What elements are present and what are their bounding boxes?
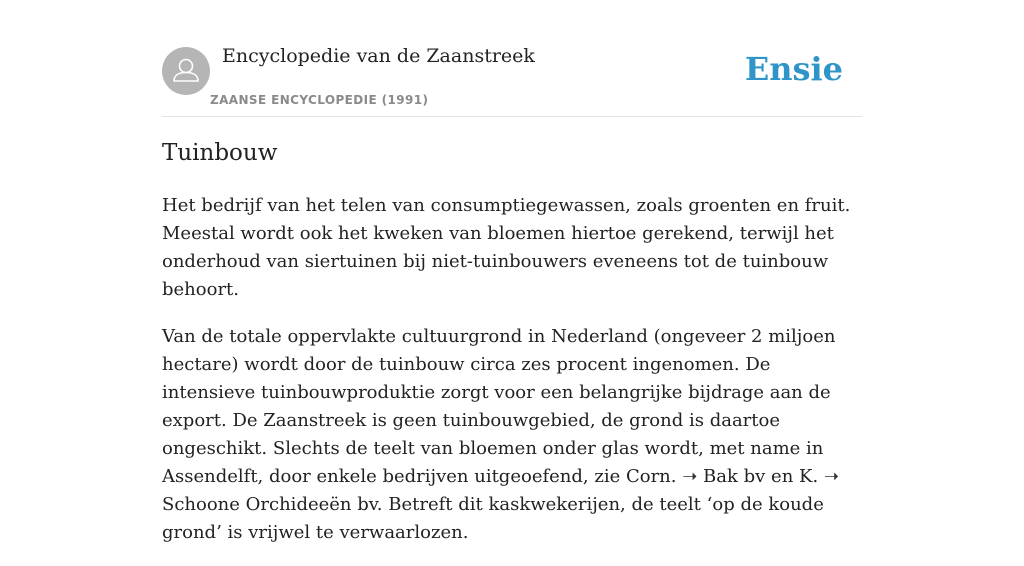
arrow-right-icon: ➝: [823, 466, 840, 487]
source-subtitle: ZAANSE ENCYCLOPEDIE (1991): [210, 93, 429, 107]
link-bak-bv[interactable]: Bak bv: [703, 466, 766, 487]
source-header: [162, 0, 862, 117]
paragraph: Het bedrijf van het telen van consumptiegewassen, zoals groenten en fruit. Meestal wordt ook het kweken van bloemen hiertoe gerekend, terwijl het onderhoud van siertuinen bij niet-tuinbouwers eveneens tot de tuinbouw behoort.: [162, 195, 851, 300]
link-schoone-orchideeen[interactable]: Schoone Orchideeën bv.: [162, 494, 383, 515]
user-icon[interactable]: [162, 47, 210, 95]
brand-logo[interactable]: Ensie: [744, 50, 843, 88]
page: [162, 0, 862, 543]
paragraph-text: Van de totale oppervlakte cultuurgrond in Nederland (ongeveer 2 miljoen hectare) wordt door de tuinbouw circa zes procent ingenomen. De intensieve tuinbouwproduktie zorgt voor een belangrijke bijdrage aan de export. De Zaanstreek is geen tuinbouwgebied, de grond is daartoe ongeschikt. Slechts de teelt van bloemen onder glas wordt, met name in Assendelft, door enkele bedrijven uitgeoefend, zie Corn.: [162, 326, 836, 487]
paragraph-text: en K.: [765, 466, 824, 487]
entry-body: [162, 192, 867, 566]
paragraph: [162, 323, 867, 547]
arrow-right-icon: ➝: [682, 466, 698, 487]
paragraph-text: Betreft dit kaskwekerijen, de teelt ‘op de koude grond’ is vrijwel te verwaarlozen.: [162, 494, 824, 543]
entry-title: Tuinbouw: [162, 140, 278, 166]
source-title[interactable]: Encyclopedie van de Zaanstreek: [222, 45, 535, 67]
